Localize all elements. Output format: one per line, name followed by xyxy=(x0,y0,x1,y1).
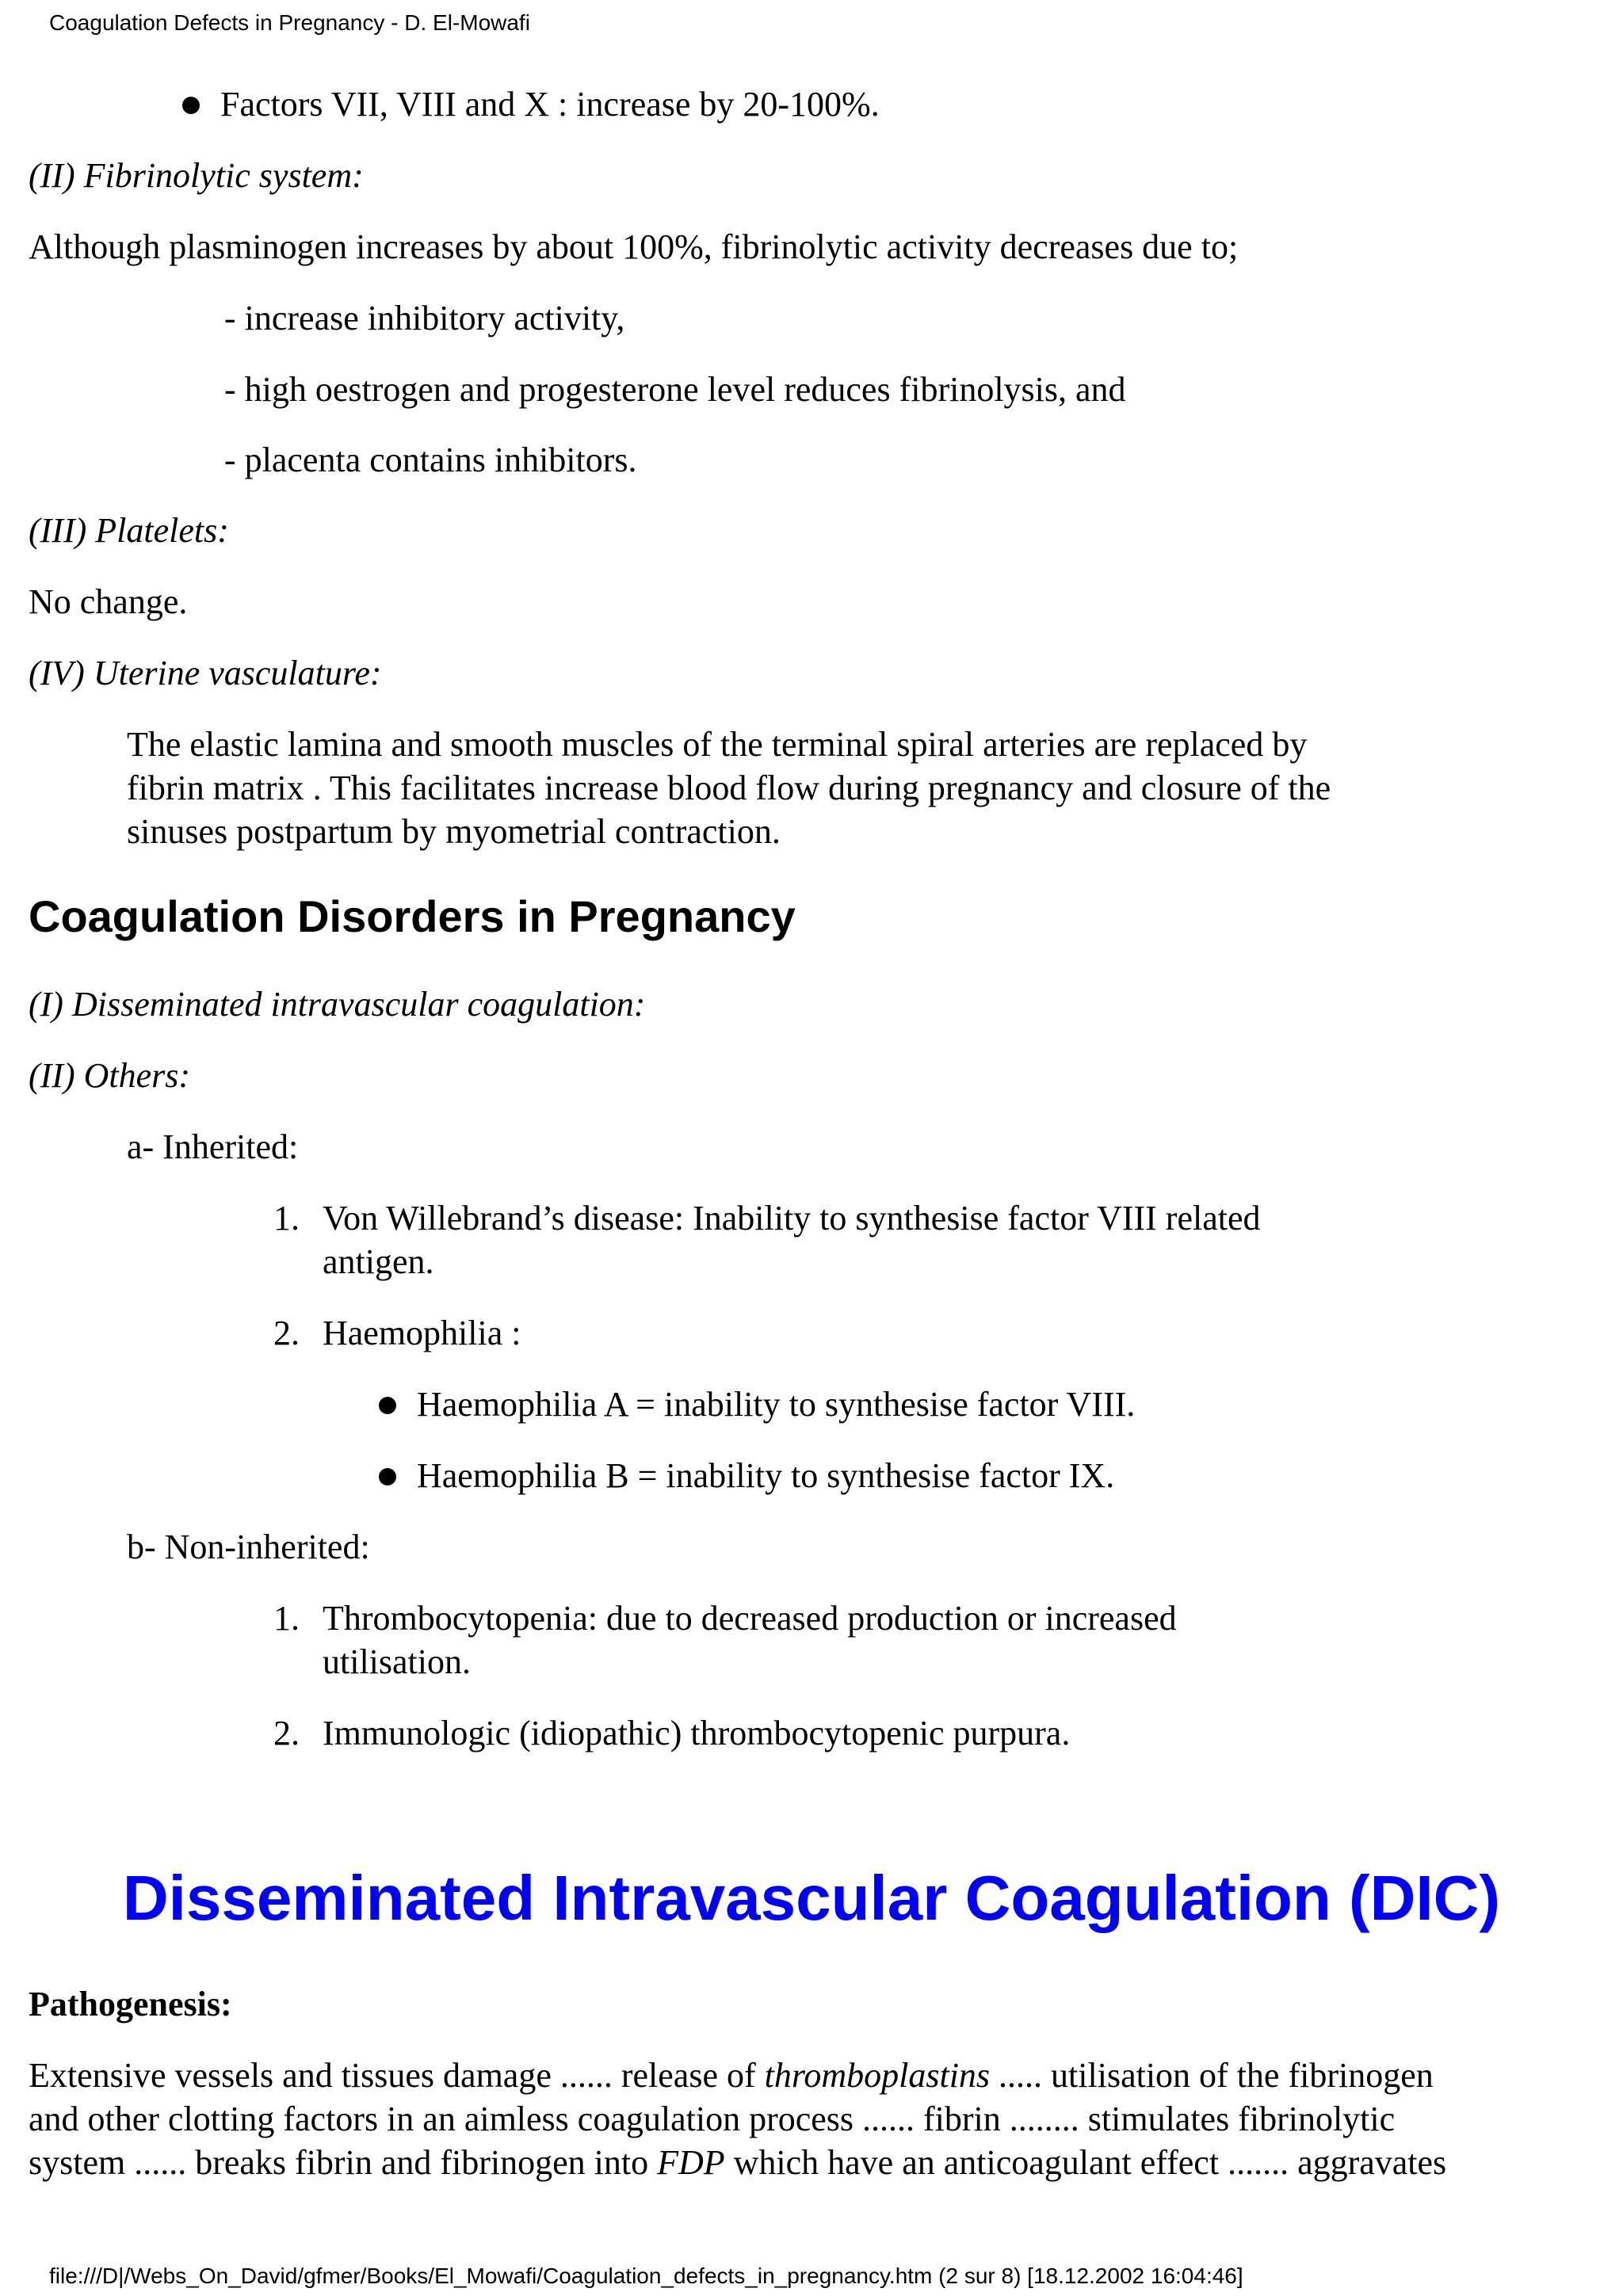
pathogenesis-line-1 xyxy=(29,2054,1434,2097)
pathogenesis-text: ..... utilisation of the fibrinogen xyxy=(990,2056,1434,2095)
pathogenesis-line-2: and other clotting factors in an aimless coagulation process ...... fibrin ........ stimulates fibrinolytic xyxy=(29,2100,1396,2138)
fibrinolytic-reason-3: - placenta contains inhibitors. xyxy=(224,441,637,479)
others-item: (II) Others: xyxy=(29,1056,191,1095)
uterine-line-1: The elastic lamina and smooth muscles of the terminal spiral arteries are replaced by xyxy=(127,725,1308,764)
haemophilia-a-text: Haemophilia A = inability to synthesise factor VIII. xyxy=(417,1385,1136,1424)
pathogenesis-heading: Pathogenesis: xyxy=(29,1985,232,2023)
platelets-text: No change. xyxy=(29,582,188,621)
fibrinolytic-reason-1: - increase inhibitory activity, xyxy=(224,299,625,338)
uterine-line-3: sinuses postpartum by myometrial contraction. xyxy=(127,812,781,851)
haemophilia-bullet-b xyxy=(379,1454,1114,1497)
factors-bullet-item xyxy=(182,82,880,126)
pathogenesis-text: which have an anticoagulant effect ....... aggravates xyxy=(724,2143,1447,2182)
inherited-item-1-line-1: Von Willebrand’s disease: Inability to synthesise factor VIII related xyxy=(323,1199,1261,1238)
print-header: Coagulation Defects in Pregnancy - D. El-Mowafi xyxy=(49,10,530,35)
bullet-icon xyxy=(379,1397,396,1414)
bullet-icon xyxy=(379,1468,396,1486)
fibrinolytic-heading: (II) Fibrinolytic system: xyxy=(29,156,364,195)
bullet-icon xyxy=(182,97,200,114)
factors-bullet-text: Factors VII, VIII and X : increase by 20-100%. xyxy=(220,85,880,124)
non-inherited-label: b- Non-inherited: xyxy=(127,1527,370,1566)
dic-item: (I) Disseminated intravascular coagulation: xyxy=(29,985,646,1024)
list-number: 2. xyxy=(273,1714,300,1753)
non-inherited-item-1-line-1: Thrombocytopenia: due to decreased production or increased xyxy=(323,1599,1177,1638)
dic-title: Disseminated Intravascular Coagulation (DIC) xyxy=(122,1863,1501,1933)
non-inherited-item-1-line-2: utilisation. xyxy=(323,1642,471,1681)
pathogenesis-text: Extensive vessels and tissues damage ...... release of xyxy=(29,2056,765,2095)
inherited-item-1-line-2: antigen. xyxy=(323,1242,434,1281)
fibrinolytic-intro: Although plasminogen increases by about 100%, fibrinolytic activity decreases due to; xyxy=(29,227,1239,266)
non-inherited-item-2 xyxy=(273,1711,300,1755)
inherited-label: a- Inherited: xyxy=(127,1127,299,1166)
list-number: 2. xyxy=(273,1314,300,1352)
haemophilia-bullet-a xyxy=(379,1383,1135,1426)
fibrinolytic-reason-2: - high oestrogen and progesterone level reduces fibrinolysis, and xyxy=(224,370,1126,409)
inherited-item-2 xyxy=(273,1311,300,1355)
inherited-item-2-line-1: Haemophilia : xyxy=(323,1314,521,1352)
inherited-item-1 xyxy=(273,1196,300,1240)
pathogenesis-text: system ...... breaks fibrin and fibrinogen into xyxy=(29,2143,658,2182)
non-inherited-item-2-line-1: Immunologic (idiopathic) thrombocytopenic purpura. xyxy=(323,1714,1071,1753)
print-footer: file:///D|/Webs_On_David/gfmer/Books/El_Mowafi/Coagulation_defects_in_pregnancy.htm (2 sur 8) [18.12.2002 16:04:46] xyxy=(49,2264,1243,2288)
pathogenesis-term-fdp: FDP xyxy=(657,2143,725,2182)
pathogenesis-term-thromboplastins: thromboplastins xyxy=(764,2056,991,2095)
pathogenesis-line-3 xyxy=(29,2141,1446,2184)
uterine-heading: (IV) Uterine vasculature: xyxy=(29,654,382,692)
haemophilia-b-text: Haemophilia B = inability to synthesise factor IX. xyxy=(417,1456,1115,1495)
uterine-line-2: fibrin matrix . This facilitates increase blood flow during pregnancy and closure of the xyxy=(127,769,1331,807)
list-number: 1. xyxy=(273,1599,300,1638)
section-heading-coagulation-disorders: Coagulation Disorders in Pregnancy xyxy=(29,891,796,941)
non-inherited-item-1 xyxy=(273,1596,300,1640)
list-number: 1. xyxy=(273,1199,300,1238)
platelets-heading: (III) Platelets: xyxy=(29,511,229,550)
